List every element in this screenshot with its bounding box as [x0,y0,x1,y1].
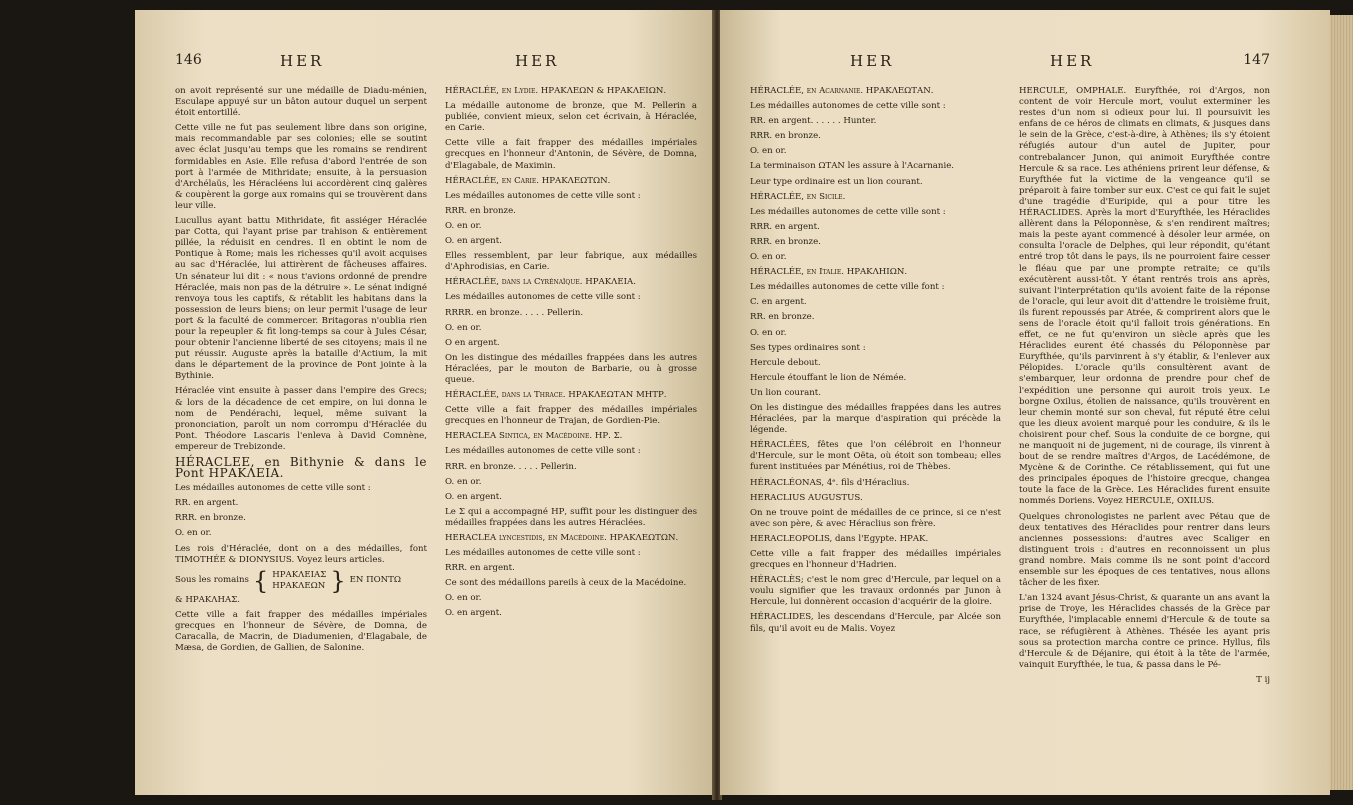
paragraph: Cette ville ne fut pas seulement libre dans son origine, mais recommandable par ses colonies; elle se soutint avec éclat jusqu'au temps que les romains se rendirent formidables en Asie. Elle refusa d'abord l'entrée de son port à l'armée de Mithridate; ensuite, à la persuasion d'Archélaüs, les Héracléens lui accordèrent cinq galères & coupèrent la gorge aux romains qui se trouvèrent dans leur ville. [175,123,427,211]
paragraph: Quelques chronologistes ne parlent avec Pétau que de deux tentatives des Héraclides pour rentrer dans leurs anciennes possessions: d'autres avec Scaliger en distinguent trois : d'autres en reconnoissent un plus grand nombre. Mais comme ils ne sont point d'accord ensemble sur les époques de ces tentatives, nous allons tâcher de les fixer. [1019,511,1270,589]
page-number: 146 [175,52,202,68]
column-2 [445,86,697,658]
paragraph: La médaille autonome de bronze, que M. Pellerin a publiée, convient mieux, selon cet écrivain, à Héraclée, en Carie. [445,101,697,134]
entry-heading: HÉRACLÉE, en Acarnanie. ΗΡΑΚΛΕΩΤΑΝ. [750,86,934,96]
page-header [175,52,697,86]
paragraph: Les médailles autonomes de cette ville sont : [445,292,641,303]
paragraph: HÉRACLÉES, fêtes que l'on célébroit en l'honneur d'Hercule, sur le mont Oëta, où étoit son tombeau; elles furent instituées par Ménétius, roi de Thèbes. [750,440,1001,473]
paragraph: Les médailles autonomes de cette ville sont : [445,548,641,559]
brace-label: Sous les romains [175,575,249,586]
rarity-line: O. en or. [445,220,482,231]
rarity-line: RRR. en bronze. [750,131,821,142]
paragraph: Leur type ordinaire est un lion courant. [750,176,923,187]
running-head-left: HER [850,52,895,70]
rarity-line: O. en or. [750,327,787,338]
paragraph: Les médailles autonomes de cette ville font : [750,282,945,293]
legend-word: EN ΠΟΝΤΩ [349,575,402,586]
rarity-line: RR. en bronze. [750,312,815,323]
paragraph: Les médailles autonomes de cette ville sont : [750,206,946,217]
rarity-line: RRR. en argent. [750,221,820,232]
column-1 [750,86,1001,690]
running-head-right: HER [1050,52,1095,70]
entry-heading: HÉRACLEE, en Bithynie & dans le Pont ΗΡΑΚΛΕΙΑ. [175,455,427,481]
paragraph: L'an 1324 avant Jésus-Christ, & quarante un ans avant la prise de Troye, les Héraclides chassés de la Grèce par Euryfthée, l'implacable ennemi d'Hercule & de toute sa race, se réfugièrent à Athènes. Thésée les ayant pris sous sa protection marcha contre ce prince. Hyllus, fils d'Hercule & de Déjanire, qui étoit à la tête de l'armée, vainquit Euryfthée, le tua, & passa dans le Pé- [1019,593,1270,670]
entry-heading: HERACLEA Sintica, en Macédoine. ΗΡ. Σ. [445,431,623,442]
rarity-line: O. en argent. [445,491,502,502]
paragraph: La terminaison ΩΤΑΝ les assure à l'Acarnanie. [750,161,955,172]
paragraph: Héraclée vint ensuite à passer dans l'empire des Grecs; & lors de la décadence de cet empire, on lui donna le nom de Pendérachi, lequel, même suivant la prononciation, paroît un nom corrompu d'Héraclée du Pont. Théodore Lascaris l'enleva à David Comnène, empereur de Trebizonde. [175,386,427,452]
paragraph: On les distingue des médailles frappées dans les autres Héraclées, par le mouton de Barbarie, ou à grosse queue. [445,352,697,385]
paragraph: Ce sont des médaillons pareils à ceux de la Macédoine. [445,578,687,589]
rarity-line: O. en or. [445,322,482,333]
rarity-line: O. en or. [445,476,482,487]
type-line: Hercule étouffant le lion de Némée. [750,372,907,383]
entry-heading: HERACLEOPOLIS, dans l'Egypte. ΗΡΑΚ. [750,533,929,544]
rarity-line: O. en argent. [445,236,502,247]
book-spread [40,10,1330,800]
paragraph: HÉRACLÈS; c'est le nom grec d'Hercule, par lequel on a voulu signifier que les travaux ordonnés par Junon à Hercule, lui donnèrent occasion d'acquérir de la gloire. [750,575,1001,608]
legend-word: ΗΡΑΚΛΕΙΑΣ [272,569,327,580]
paragraph: Cette ville a fait frapper des médailles impériales grecques en l'honneur d'Hadrien. [750,549,1001,571]
rarity-line: O. en or. [750,146,787,157]
rarity-line: RRR. en bronze. [175,513,246,524]
column-1 [175,86,427,658]
column-2 [1019,86,1270,690]
paragraph: Elles ressemblent, par leur fabrique, aux médailles d'Aphrodisias, en Carie. [445,251,697,273]
paragraph: Le Σ qui a accompagné ΗΡ, suffit pour les distinguer des médailles frappées dans les autres Héraclées. [445,506,697,528]
rarity-line: C. en argent. [750,297,807,308]
page-number: 147 [1243,52,1270,68]
rarity-line: O en argent. [445,337,500,348]
type-line: Un lion courant. [750,387,821,398]
entry-heading: HÉRACLÉE, dans la Cyrénaïque. ΗΡΑΚΛΕΙΑ. [445,277,636,288]
rarity-line: RRR. en bronze. [445,205,516,216]
legend-brace: Sous les romains { ΗΡΑΚΛΕΙΑΣ ΗΡΑΚΛΕΩΝ } EN ΠΟΝΤΩ [175,566,402,595]
entry-heading: HÉRACLÉE, en Lydie. ΗΡΑΚΛΕΩΝ & ΗΡΑΚΛΕΙΩΝ. [445,86,667,96]
rarity-line: RRR. en bronze. . . . . Pellerin. [445,461,577,472]
rarity-line: RR. en argent. [175,498,239,509]
rarity-line: RRR. en argent. [445,563,515,574]
entry-heading: HÉRACLÉONAS, 4ᵉ. fils d'Héraclius. [750,477,910,488]
text-columns [175,86,697,658]
paragraph: Les rois d'Héraclée, dont on a des médailles, font TIMOTHÉE & DIONYSIUS. Voyez leurs articles. [175,543,427,565]
page-edges [1330,15,1353,790]
paragraph: Cette ville a fait frapper des médailles impériales grecques en l'honneur de Sévère, de Domna, de Caracalla, de Macrin, de Diadumenien, d'Elagabale, de Mæsa, de Gordien, de Gallien, de Salonine. [175,610,427,654]
brace-items [272,570,326,592]
rarity-line: RRRR. en bronze. . . . . Pellerin. [445,307,584,318]
right-page [720,10,1330,795]
paragraph: Cette ville a fait frapper des médailles impériales grecques en l'honneur d'Antonin, de Sévère, de Domna, d'Elagabale, de Maximin. [445,138,697,171]
legend-word: ΗΡΑΚΛΕΩΝ [272,580,326,591]
paragraph: On les distingue des médailles frappées dans les autres Héraclées, par la marque d'aspiration qui précède la légende. [750,402,1001,436]
paragraph: & ΗΡΑΚΛΗΑΣ. [175,594,240,605]
page-header [750,52,1270,86]
rarity-line: O. en or. [750,252,787,263]
entry-heading: HÉRACLÉE, en Carie. ΗΡΑΚΛΕΩΤΩΝ. [445,175,611,186]
paragraph: Ses types ordinaires sont : [750,342,866,353]
text-columns [750,86,1270,690]
paragraph: Les médailles autonomes de cette ville sont : [750,101,946,112]
paragraph: HERCULE, OMPHALE. Euryfthée, roi d'Argos, non content de voir Hercule mort, voulut exterminer les restes d'un nom si odieux pour lui. Il poursuivit les enfans de ce héros de climats en climats, & jusques dans le sein de la Grèce, c'est-à-dire, à Athènes; ils s'y étoient réfugiés autour d'un autel de Jupiter, pour contrebalancer Junon, qui animoit Euryfthée contre Hercule & sa race. Les athéniens prirent leur défense, & Euryfthée fut la victime de la vengeance qu'il se préparoit à faire tomber sur eux. C'est ce qui fait le sujet d'une tragédie d'Euripide, qui a pour titre les HÉRACLIDES. Après la mort d'Euryfthée, les Héraclides allèrent dans la Péloponnèse, & s'en rendirent maîtres; mais la peste ayant commencé à désoler leur armée, on consulta l'oracle de Delphes, qui leur répondit, qu'étant entré trop tôt dans le pays, ils ne pourroient faire cesser le fléau que par une prompte retraite; ce qu'ils exécutèrent aussi-tôt. Y étant rentrés trois ans après, suivant l'interprétation qu'ils avoient faite de la réponse de l'oracle, qui leur avoit dit d'attendre le troisième fruit, ils furent repoussés par Atrée, & comprirent alors que le sens de l'oracle étoit qu'il falloit trois générations. En effet, ce ne fut qu'environ un siècle après que les Héraclides eurent été chassés du Péloponnèse par Euryfthée, qu'ils parvinrent à s'y établir, & l'enlever aux Pélopides. L'oracle qu'ils consultèrent avant de s'embarquer, leur ordonna de prendre pour chef de l'expédition une personne qui auroit trois yeux. Le borgne Oxilus, étolien de naissance, qu'ils trouvèrent en leur chemin monté sur son cheval, fut réputé être celui que les dieux avoient marqué pour les conduire, & ils le choisirent pour chef. Sous la conduite de ce borgne, qui ne manquoit ni de jugement, ni de courage, ils vinrent à bout de se rendre maîtres d'Argos, de Lacédémone, de Mycène & de Corinthe. Ce rétablissement, qui fut une des principales époques de l'histoire grecque, changea toute la face de la Grèce. Les Héraclides furent ensuite nommés Doriens. Voyez HERCULE, OXILUS. [1019,86,1270,507]
signature-mark: T ij [1256,674,1270,685]
rarity-line: O. en or. [445,593,482,604]
paragraph: Les médailles autonomes de cette ville sont : [445,446,641,457]
entry-heading: HERACLEA lyncestidis, en Macédoine. ΗΡΑΚΛΕΩΤΩΝ. [445,533,679,543]
entry-heading: HÉRACLÉE, en Italie. ΗΡΑΚΛΗΙΩΝ. [750,267,908,278]
paragraph: Cette ville a fait frapper des médailles impériales grecques en l'honneur de Trajan, de Gordien-Pie. [445,405,697,427]
paragraph: Les médailles autonomes de cette ville sont : [445,190,641,201]
type-line: Hercule debout. [750,357,821,368]
rarity-line: RR. en argent. . . . . . Hunter. [750,116,877,127]
rarity-line: O. en or. [175,528,212,539]
running-head-left: HER [280,52,325,70]
running-head-right: HER [515,52,560,70]
entry-heading: HÉRACLÉE, dans la Thrace. ΗΡΑΚΛΕΩΤΑΝ ΜΗΤΡ. [445,390,667,401]
paragraph: on avoit représenté sur une médaille de Diadu-ménien, Esculape appuyé sur un bâton autour duquel un serpent étoit entortillé. [175,86,427,119]
entry-heading: HÉRACLÉE, en Sicile. [750,191,846,202]
left-page [135,10,715,795]
rarity-line: RRR. en bronze. [750,236,821,247]
paragraph: Lucullus ayant battu Mithridate, fit assiéger Héraclée par Cotta, qui l'ayant prise par trahison & entièrement pillée, la réduisit en cendres. Il en obtint le nom de Pontique à Rome; mais les richesses qu'il avoit acquises au sac d'Héraclée, lui attirèrent de fâcheuses affaires. Un sénateur lui dit : « nous t'avions ordonné de prendre Héraclée, mais non pas de la détruire ». Le sénat indigné renvoya tous les captifs, & rétablit les habitans dans la possession de leurs biens; on leur permit l'usage de leur port & la faculté de commercer. Britagoras n'oublia rien pour la repeupler & fit long-temps sa cour à Jules César, pour obtenir l'ancienne liberté de ses citoyens; mais il ne put réussir. Auguste après la bataille d'Actium, la mit dans le département de la province de Pont jointe à la Bythinie. [175,216,427,382]
paragraph: On ne trouve point de médailles de ce prince, si ce n'est avec son père, & avec Héraclius son frère. [750,507,1001,529]
entry-heading: HERACLIUS AUGUSTUS. [750,492,863,503]
paragraph: HÉRACLIDES, les descendans d'Hercule, par Alcée son fils, qu'il avoit eu de Malis. Voyez [750,612,1001,634]
paragraph: Les médailles autonomes de cette ville sont : [175,483,371,494]
rarity-line: O. en argent. [445,608,502,619]
